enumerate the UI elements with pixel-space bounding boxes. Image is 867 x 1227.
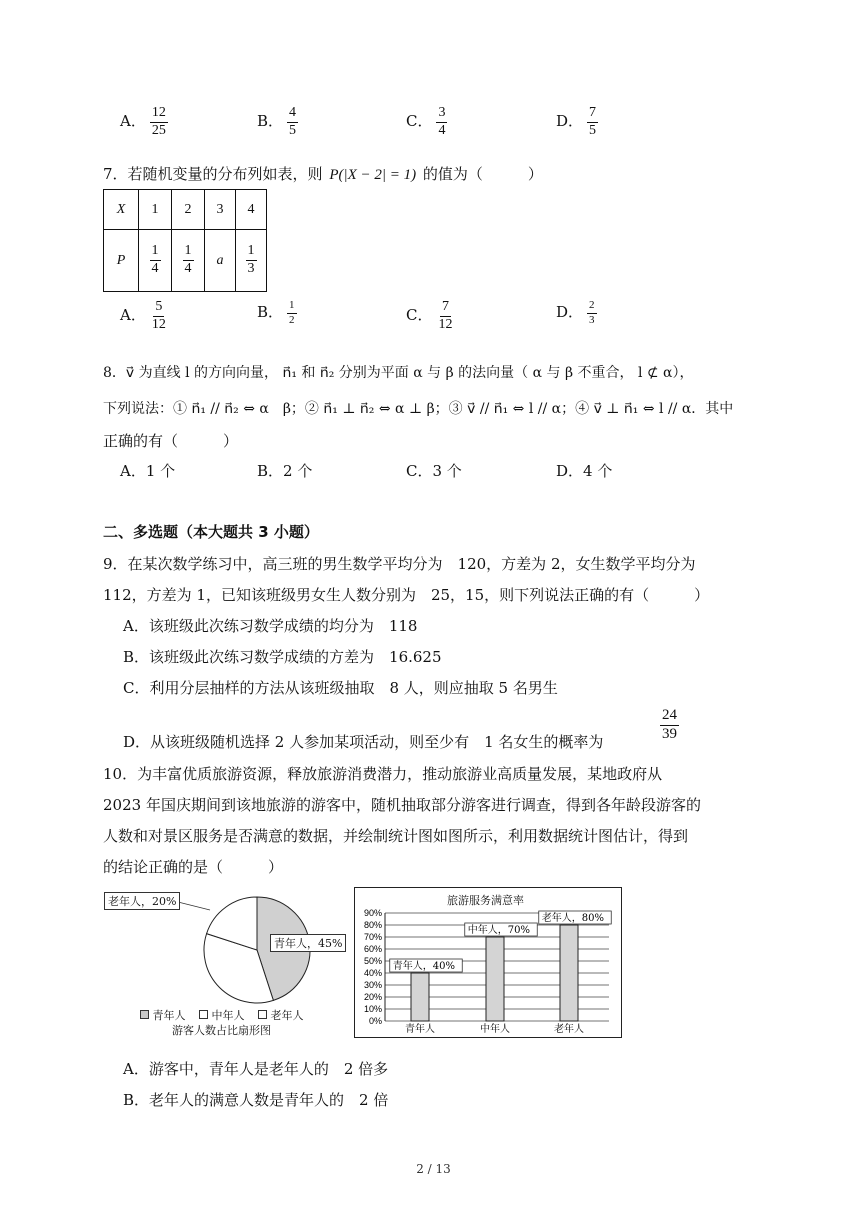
bar-ytick-label: 90% [363, 908, 382, 918]
q8-option-a: A．1 个 [120, 462, 176, 480]
q9-option-b: B．该班级此次练习数学成绩的方差为 16.625 [123, 648, 442, 666]
pie-label-youth: 青年人，45% [270, 934, 346, 952]
bar-category-label: 老年人 [554, 1024, 584, 1035]
q6-option-a: A． $\frac{12}{25}$ [120, 105, 166, 138]
q7-option-d: D． $\frac{2}{3}$ [556, 299, 595, 326]
q9-line1: 9．在某次数学练习中，高三班的男生数学平均分为 120，方差为 2，女生数学平均分为 [103, 555, 696, 573]
bar-ytick-label: 30% [363, 980, 382, 990]
q7-option-b: B． $\frac{1}{2}$ [257, 299, 295, 326]
page-number: 2 / 13 [416, 1162, 451, 1176]
section-heading: 二、多选题（本大题共 3 小题） [103, 523, 319, 541]
legend-label-middle: 中年人 [211, 1009, 245, 1022]
bar-data-label: 青年人，40% [392, 961, 455, 972]
q9-line2: 112，方差为 1，已知该班级男女生人数分别为 25，15，则下列说法正确的有（ ） [103, 586, 710, 604]
bar-chart [354, 887, 622, 1038]
bar-title: 旅游服务满意率 [447, 894, 524, 907]
legend-swatch-elderly [258, 1010, 267, 1019]
bar-ytick-label: 80% [363, 920, 382, 930]
q8-line1: 8．v⃗ 为直线 l 的方向向量， n⃗₁ 和 n⃗₂ 分别为平面 α 与 β 的法向量（ α 与 β 不重合， l ⊄ α）， [103, 365, 694, 381]
bar-1 [486, 937, 504, 1021]
bar-ytick-label: 0% [368, 1016, 382, 1026]
q6-option-d: D． $\frac{7}{5}$ [556, 105, 597, 138]
q9-option-d: D．从该班级随机选择 2 人参加某项活动，则至少有 1 名女生的概率为 [123, 733, 604, 751]
q9-option-c: C．利用分层抽样的方法从该班级抽取 8 人，则应抽取 5 名男生 [123, 679, 558, 697]
q7-formula: P(|X − 2| = 1) [329, 167, 417, 183]
bar-ytick-label: 50% [363, 956, 382, 966]
bar-data-label: 老年人，80% [541, 913, 604, 924]
q9-option-a: A．该班级此次练习数学成绩的均分为 118 [123, 617, 418, 635]
pie-title: 游客人数占比扇形图 [172, 1024, 271, 1037]
pie-chart [100, 888, 350, 1036]
bar-category-label: 青年人 [405, 1024, 435, 1035]
q10-line4: 的结论正确的是（ ） [103, 858, 284, 876]
q7-option-a: A． $\frac{5}{12}$ [120, 299, 166, 332]
pie-legend [140, 1007, 304, 1023]
pie-leader-elderly [178, 902, 210, 910]
bar-ytick-label: 70% [363, 932, 382, 942]
q7-option-c: C． $\frac{7}{12}$ [406, 299, 453, 332]
q10-line1: 10．为丰富优质旅游资源，释放旅游消费潜力，推动旅游业高质量发展，某地政府从 [103, 765, 663, 783]
q9-option-d-fraction: $\frac{24}{39}$ [662, 707, 677, 742]
bar-chart-svg [355, 888, 621, 1037]
bar-category-label: 中年人 [480, 1024, 510, 1035]
q8-line3: 正确的有（ ） [103, 432, 239, 450]
q7-stem: 7．若随机变量的分布列如表，则 P(|X − 2| = 1) 的值为（ ） [103, 165, 543, 183]
bar-2 [560, 925, 578, 1021]
bar-0 [411, 973, 429, 1021]
bar-ytick-label: 60% [363, 944, 382, 954]
q6-option-c: C． $\frac{3}{4}$ [406, 105, 446, 138]
legend-label-youth: 青年人 [152, 1009, 186, 1022]
q10-option-a: A．游客中，青年人是老年人的 2 倍多 [123, 1060, 389, 1078]
q8-option-c: C．3 个 [406, 462, 462, 480]
q10-line3: 人数和对景区服务是否满意的数据，并绘制统计图如图所示，利用数据统计图估计，得到 [103, 827, 689, 845]
bar-data-label: 中年人，70% [467, 925, 530, 936]
distribution-table: X 1 2 3 4 P $\frac{1}{4}$ $\frac{1}{4}$ a $\frac{1}{3}$ [103, 189, 267, 292]
legend-swatch-middle [199, 1010, 208, 1019]
pie-label-elderly: 老年人，20% [104, 892, 180, 910]
bar-ytick-label: 10% [363, 1004, 382, 1014]
q10-line2: 2023 年国庆期间到该地旅游的游客中，随机抽取部分游客进行调查，得到各年龄段游客的 [103, 796, 701, 814]
q8-option-d: D．4 个 [556, 462, 613, 480]
legend-label-elderly: 老年人 [270, 1009, 304, 1022]
q6-option-b: B． $\frac{4}{5}$ [257, 105, 297, 138]
q8-option-b: B．2 个 [257, 462, 313, 480]
legend-swatch-youth [140, 1010, 149, 1019]
q8-line2: 下列说法：① n⃗₁ // n⃗₂ ⇔ α β；② n⃗₁ ⊥ n⃗₂ ⇔ α ⊥ β；③ v⃗ // n⃗₁ ⇔ l // α；④ v⃗ ⊥ n⃗₁ ⇔ l // α．其中 [103, 401, 734, 417]
bar-ytick-label: 40% [363, 968, 382, 978]
q10-option-b: B．老年人的满意人数是青年人的 2 倍 [123, 1091, 389, 1109]
bar-ytick-label: 20% [363, 992, 382, 1002]
